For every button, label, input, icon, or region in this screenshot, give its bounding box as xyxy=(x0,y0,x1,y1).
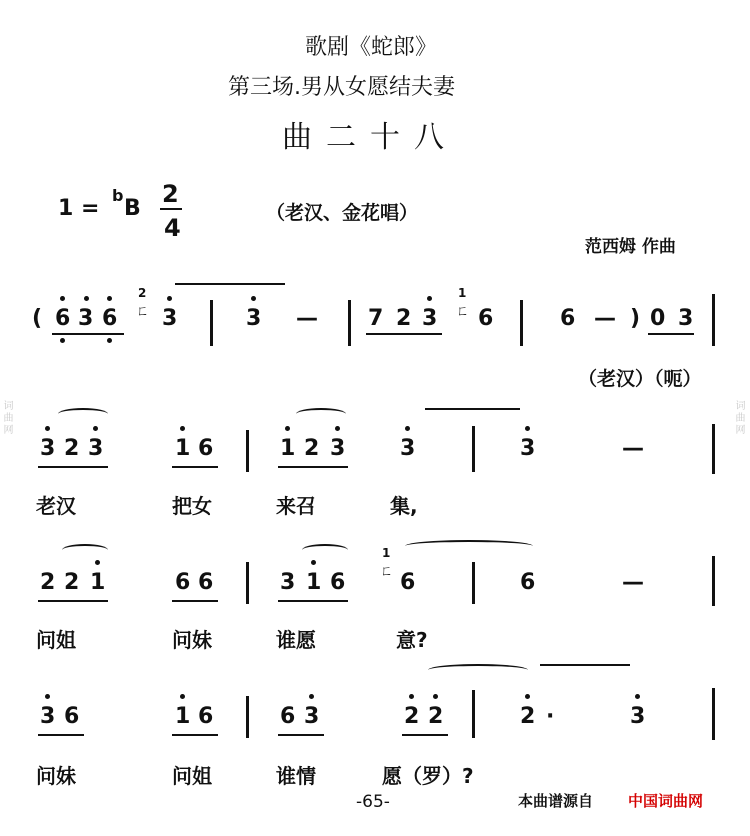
grace-mark: ㄈ xyxy=(456,304,470,319)
watermark-right: 词曲网 xyxy=(733,400,744,436)
slur xyxy=(405,540,533,552)
underline xyxy=(278,734,324,736)
piece-title: 曲二十八 xyxy=(282,120,458,155)
underline xyxy=(38,600,108,602)
key-prefix: 1 = xyxy=(58,196,100,221)
source-site-link[interactable]: 中国词曲网 xyxy=(628,792,704,810)
octave-dot xyxy=(167,296,172,301)
underline xyxy=(172,734,218,736)
underline xyxy=(38,734,84,736)
octave-dot xyxy=(427,296,432,301)
slur xyxy=(58,408,108,420)
octave-dot xyxy=(635,694,640,699)
barline xyxy=(472,690,475,738)
octave-dot xyxy=(251,296,256,301)
singers: （老汉、金花唱） xyxy=(266,202,419,224)
lyric: 问妹 xyxy=(36,764,76,788)
note: 3 xyxy=(520,436,536,461)
note: 6 xyxy=(560,306,576,331)
grace-note: 1 xyxy=(382,546,391,560)
octave-dot xyxy=(433,694,438,699)
barline xyxy=(472,426,475,472)
note: 2 xyxy=(520,704,536,729)
barline xyxy=(712,688,715,740)
octave-dot xyxy=(93,426,98,431)
lyric: 谁情 xyxy=(276,764,316,788)
slur xyxy=(296,408,346,420)
slur xyxy=(62,544,108,556)
note: 2 xyxy=(304,436,320,461)
octave-dot xyxy=(285,426,290,431)
slur xyxy=(540,664,630,666)
octave-dot xyxy=(45,426,50,431)
paren-open: ( xyxy=(32,306,43,331)
octave-dot xyxy=(95,560,100,565)
barline xyxy=(246,562,249,604)
note: 6 xyxy=(478,306,494,331)
composer: 范西姆 作曲 xyxy=(585,237,676,257)
note: 6 xyxy=(175,570,191,595)
note: 1 xyxy=(175,704,191,729)
intro-singers: （老汉）（呃） xyxy=(578,368,702,390)
key-note: B xyxy=(124,196,141,221)
note: 3 xyxy=(678,306,694,331)
lyric: 谁愿 xyxy=(276,628,316,652)
note: 1 xyxy=(306,570,322,595)
dash: — xyxy=(622,570,644,595)
octave-dot xyxy=(180,694,185,699)
time-top: 2 xyxy=(162,180,179,208)
note: 3 xyxy=(40,704,56,729)
grace-mark: ㄈ xyxy=(136,304,150,319)
note: 6 xyxy=(198,570,214,595)
underline xyxy=(278,466,348,468)
barline xyxy=(348,300,351,346)
barline xyxy=(472,562,475,604)
octave-dot xyxy=(60,338,65,343)
lyric: 把女 xyxy=(172,494,212,518)
note: 7 xyxy=(368,306,384,331)
octave-dot xyxy=(409,694,414,699)
barline xyxy=(210,300,213,346)
slur xyxy=(425,408,520,410)
underline xyxy=(366,333,442,335)
barline xyxy=(712,424,715,474)
watermark-left: 词曲网 xyxy=(1,400,12,436)
octave-dot xyxy=(84,296,89,301)
note: 6 xyxy=(198,704,214,729)
note: 3 xyxy=(246,306,262,331)
dash: — xyxy=(594,306,616,331)
note: 2 xyxy=(428,704,444,729)
note: 6 xyxy=(400,570,416,595)
scene-title: 第三场.男从女愿结夫妻 xyxy=(228,75,455,100)
underline xyxy=(38,466,108,468)
octave-dot xyxy=(405,426,410,431)
underline xyxy=(172,600,218,602)
underline xyxy=(52,333,124,335)
paren-close: ) xyxy=(630,306,641,331)
note: 6 xyxy=(102,306,118,331)
barline xyxy=(712,294,715,346)
note: 6 xyxy=(198,436,214,461)
lyric: 来召 xyxy=(276,494,316,518)
barline xyxy=(246,696,249,738)
note: 6 xyxy=(64,704,80,729)
note: 1 xyxy=(280,436,296,461)
time-bottom: 4 xyxy=(164,214,181,242)
lyric: 意? xyxy=(396,628,428,652)
note: 6 xyxy=(330,570,346,595)
octave-dot xyxy=(107,296,112,301)
barline xyxy=(712,556,715,606)
note: 2 xyxy=(64,570,80,595)
note: 2 xyxy=(40,570,56,595)
underline xyxy=(278,600,348,602)
underline xyxy=(648,333,694,335)
note: 6 xyxy=(520,570,536,595)
opera-title: 歌剧《蛇郎》 xyxy=(305,35,438,60)
note: 3 xyxy=(422,306,438,331)
octave-dot xyxy=(309,694,314,699)
lyric: 愿（罗）? xyxy=(382,764,474,788)
note: 2 xyxy=(396,306,412,331)
octave-dot xyxy=(525,426,530,431)
octave-dot xyxy=(60,296,65,301)
lyric: 集, xyxy=(390,494,418,518)
grace-mark: ㄈ xyxy=(380,564,394,579)
note: 6 xyxy=(55,306,71,331)
lyric: 问妹 xyxy=(172,628,212,652)
octave-dot xyxy=(180,426,185,431)
time-line xyxy=(160,208,182,210)
note: 3 xyxy=(88,436,104,461)
note: 3 xyxy=(280,570,296,595)
barline xyxy=(520,300,523,346)
note: 1 xyxy=(90,570,106,595)
note: 3 xyxy=(78,306,94,331)
note: 2 xyxy=(64,436,80,461)
underline xyxy=(402,734,448,736)
lyric: 问姐 xyxy=(36,628,76,652)
octave-dot xyxy=(335,426,340,431)
note: 0 xyxy=(650,306,666,331)
lyric: 老汉 xyxy=(36,494,76,518)
page-number: -65- xyxy=(356,792,390,812)
note: 3 xyxy=(304,704,320,729)
dot-extension: · xyxy=(546,704,555,729)
underline xyxy=(172,466,218,468)
octave-dot xyxy=(525,694,530,699)
slur xyxy=(175,283,285,285)
barline xyxy=(246,430,249,472)
note: 3 xyxy=(630,704,646,729)
grace-note: 2 xyxy=(138,286,147,300)
note: 3 xyxy=(40,436,56,461)
note: 2 xyxy=(404,704,420,729)
note: 3 xyxy=(400,436,416,461)
lyric: 问姐 xyxy=(172,764,212,788)
note: 6 xyxy=(280,704,296,729)
note: 3 xyxy=(162,306,178,331)
grace-note: 1 xyxy=(458,286,467,300)
slur xyxy=(428,664,528,676)
slur xyxy=(302,544,348,556)
source-label: 本曲谱源自 xyxy=(518,792,594,810)
octave-dot xyxy=(311,560,316,565)
note: 3 xyxy=(330,436,346,461)
flat-sign: b xyxy=(112,186,124,205)
octave-dot xyxy=(45,694,50,699)
octave-dot xyxy=(107,338,112,343)
note: 1 xyxy=(175,436,191,461)
dash: — xyxy=(296,306,318,331)
dash: — xyxy=(622,436,644,461)
